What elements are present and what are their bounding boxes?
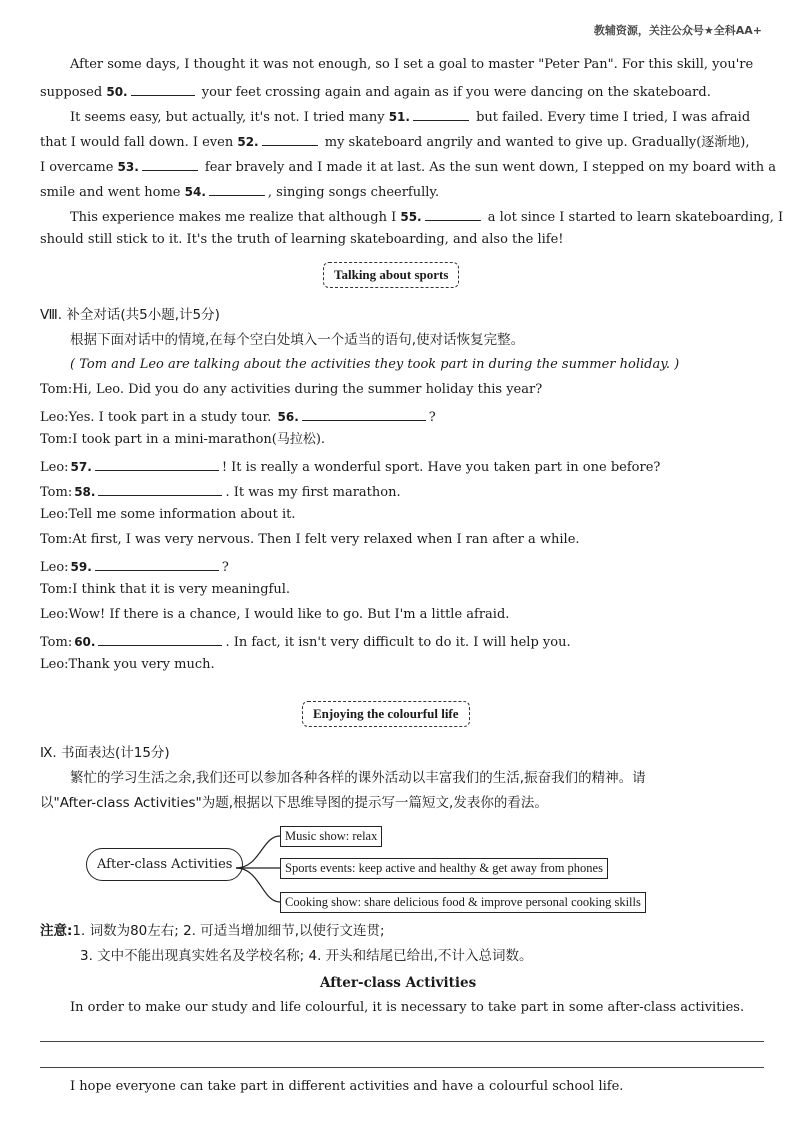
blank-number: 54. [184,185,206,199]
blank-number: 51. [388,110,410,124]
note-line: 3. 文中不能出现真实姓名及学校名称; 4. 开头和结尾已给出,不计入总词数。 [80,948,533,964]
essay-closing: I hope everyone can take part in different activities and have a colourful school life. [70,1079,624,1094]
text: fear bravely and I made it at last. As the sun went down, I stepped on my board with a [200,160,776,175]
instruction-text: 根据下面对话中的情境,在每个空白处填入一个适当的语句,使对话恢复完整。 [70,332,525,348]
passage-line [40,131,750,152]
answer-blank[interactable] [413,106,469,121]
speaker-label: Leo: [40,657,69,672]
text: a lot since I started to learn skateboarding, I [483,210,784,225]
dialogue-line [40,381,542,399]
mindmap-branch-cooking: Cooking show: share delicious food & improve personal cooking skills [280,892,646,913]
text: , singing songs cheerfully. [267,185,440,200]
blank-number: 52. [237,135,259,149]
speaker-label: Tom: [40,635,73,650]
dialogue-text: I took part in a mini-marathon(马拉松). [72,432,326,447]
section-banner: Enjoying the colourful life [302,701,470,727]
blank-number: 60. [74,635,96,649]
text: It seems easy, but actually, it's not. I tried many [70,110,389,125]
dialogue-text: At first, I was very nervous. Then I felt very relaxed when I ran after a while. [72,532,580,547]
speaker-label: Tom: [40,432,73,447]
blank-number: 50. [106,85,128,99]
speaker-label: Tom: [40,485,73,500]
dialogue-line [40,456,660,477]
blank-number: 53. [117,160,139,174]
answer-blank[interactable] [131,81,195,96]
answer-blank[interactable] [98,631,222,646]
dialogue-line [40,556,229,577]
blank-number: 56. [277,410,299,424]
blank-number: 57. [70,460,92,474]
speaker-label: Leo: [40,460,69,475]
mindmap-branch-sports: Sports events: keep active and healthy & get away from phones [280,858,608,879]
dialogue-line [40,606,509,624]
note-label: 注意: [40,923,73,939]
dialogue-line [40,506,295,524]
passage-line [40,156,776,177]
section-heading: Ⅷ. 补全对话(共5小题,计5分) [40,307,220,323]
section-banner: Talking about sports [323,262,459,288]
dialogue-line [40,481,401,502]
dialogue-text: I think that it is very meaningful. [72,582,290,597]
dialogue-text: ! It is really a wonderful sport. Have you taken part in one before? [221,460,661,475]
instruction-text: 以"After-class Activities"为题,根据以下思维导图的提示写一篇短文,发表你的看法。 [40,795,548,811]
speaker-label: Leo: [40,607,69,622]
dialogue-line [40,656,215,674]
text: I overcame [40,160,118,175]
answer-blank[interactable] [262,131,318,146]
dialogue-text: Thank you very much. [68,657,215,672]
answer-blank[interactable] [425,206,481,221]
answer-blank[interactable] [142,156,198,171]
dialogue-text: ? [428,410,436,425]
dialogue-text: Wow! If there is a chance, I would like to go. But I'm a little afraid. [68,607,510,622]
answer-blank[interactable] [302,406,426,421]
text: that I would fall down. I even [40,135,238,150]
answer-blank[interactable] [98,481,222,496]
essay-title: After-class Activities [320,975,477,991]
speaker-label: Leo: [40,560,69,575]
passage-line [70,206,783,227]
writing-line[interactable] [40,1067,764,1068]
section-heading: Ⅸ. 书面表达(计15分) [40,745,170,761]
speaker-label: Tom: [40,382,73,397]
mindmap-branch-music: Music show: relax [280,826,382,847]
dialogue-line [40,531,580,549]
blank-number: 55. [400,210,422,224]
blank-number: 58. [74,485,96,499]
context-text: ( Tom and Leo are talking about the activities they took part in during the summer holiday. ) [70,357,680,372]
speaker-label: Leo: [40,410,69,425]
instruction-text: 繁忙的学习生活之余,我们还可以参加各种各样的课外活动以丰富我们的生活,振奋我们的精神。请 [70,770,646,786]
note-text: 1. 词数为80左右; 2. 可适当增加细节,以使行文连贯; [72,923,385,939]
dialogue-line [40,431,325,449]
text: smile and went home [40,185,185,200]
speaker-label: Tom: [40,582,73,597]
dialogue-text: ? [221,560,229,575]
dialogue-text: Yes. I took part in a study tour. [68,410,276,425]
dialogue-text: . It was my first marathon. [225,485,401,500]
mindmap-root: After-class Activities [86,848,243,881]
answer-blank[interactable] [95,556,219,571]
text: This experience makes me realize that although I [70,210,401,225]
text: supposed [40,85,107,100]
dialogue-line [40,631,571,652]
dialogue-text: . In fact, it isn't very difficult to do it. I will help you. [225,635,571,650]
writing-line[interactable] [40,1041,764,1042]
text: your feet crossing again and again as if you were dancing on the skateboard. [197,85,711,100]
text: but failed. Every time I tried, I was afraid [471,110,751,125]
speaker-label: Leo: [40,507,69,522]
watermark-text: 教辅资源，关注公众号★全科AA+ [593,24,762,37]
note-line [40,922,385,940]
passage-line: should still stick to it. It's the truth of learning skateboarding, and also the life! [40,232,564,247]
passage-line [70,106,750,127]
answer-blank[interactable] [95,456,219,471]
passage-line: After some days, I thought it was not enough, so I set a goal to master "Peter Pan". For this skill, you're [70,57,754,72]
dialogue-text: Hi, Leo. Did you do any activities during the summer holiday this year? [72,382,543,397]
essay-opening: In order to make our study and life colourful, it is necessary to take part in some after-class activities. [70,1000,745,1015]
blank-number: 59. [70,560,92,574]
passage-line [40,81,711,102]
dialogue-line [40,581,290,599]
text: my skateboard angrily and wanted to give up. Gradually(逐渐地), [320,135,750,150]
dialogue-text: Tell me some information about it. [68,507,296,522]
dialogue-line [40,406,436,427]
answer-blank[interactable] [209,181,265,196]
speaker-label: Tom: [40,532,73,547]
passage-line [40,181,439,202]
